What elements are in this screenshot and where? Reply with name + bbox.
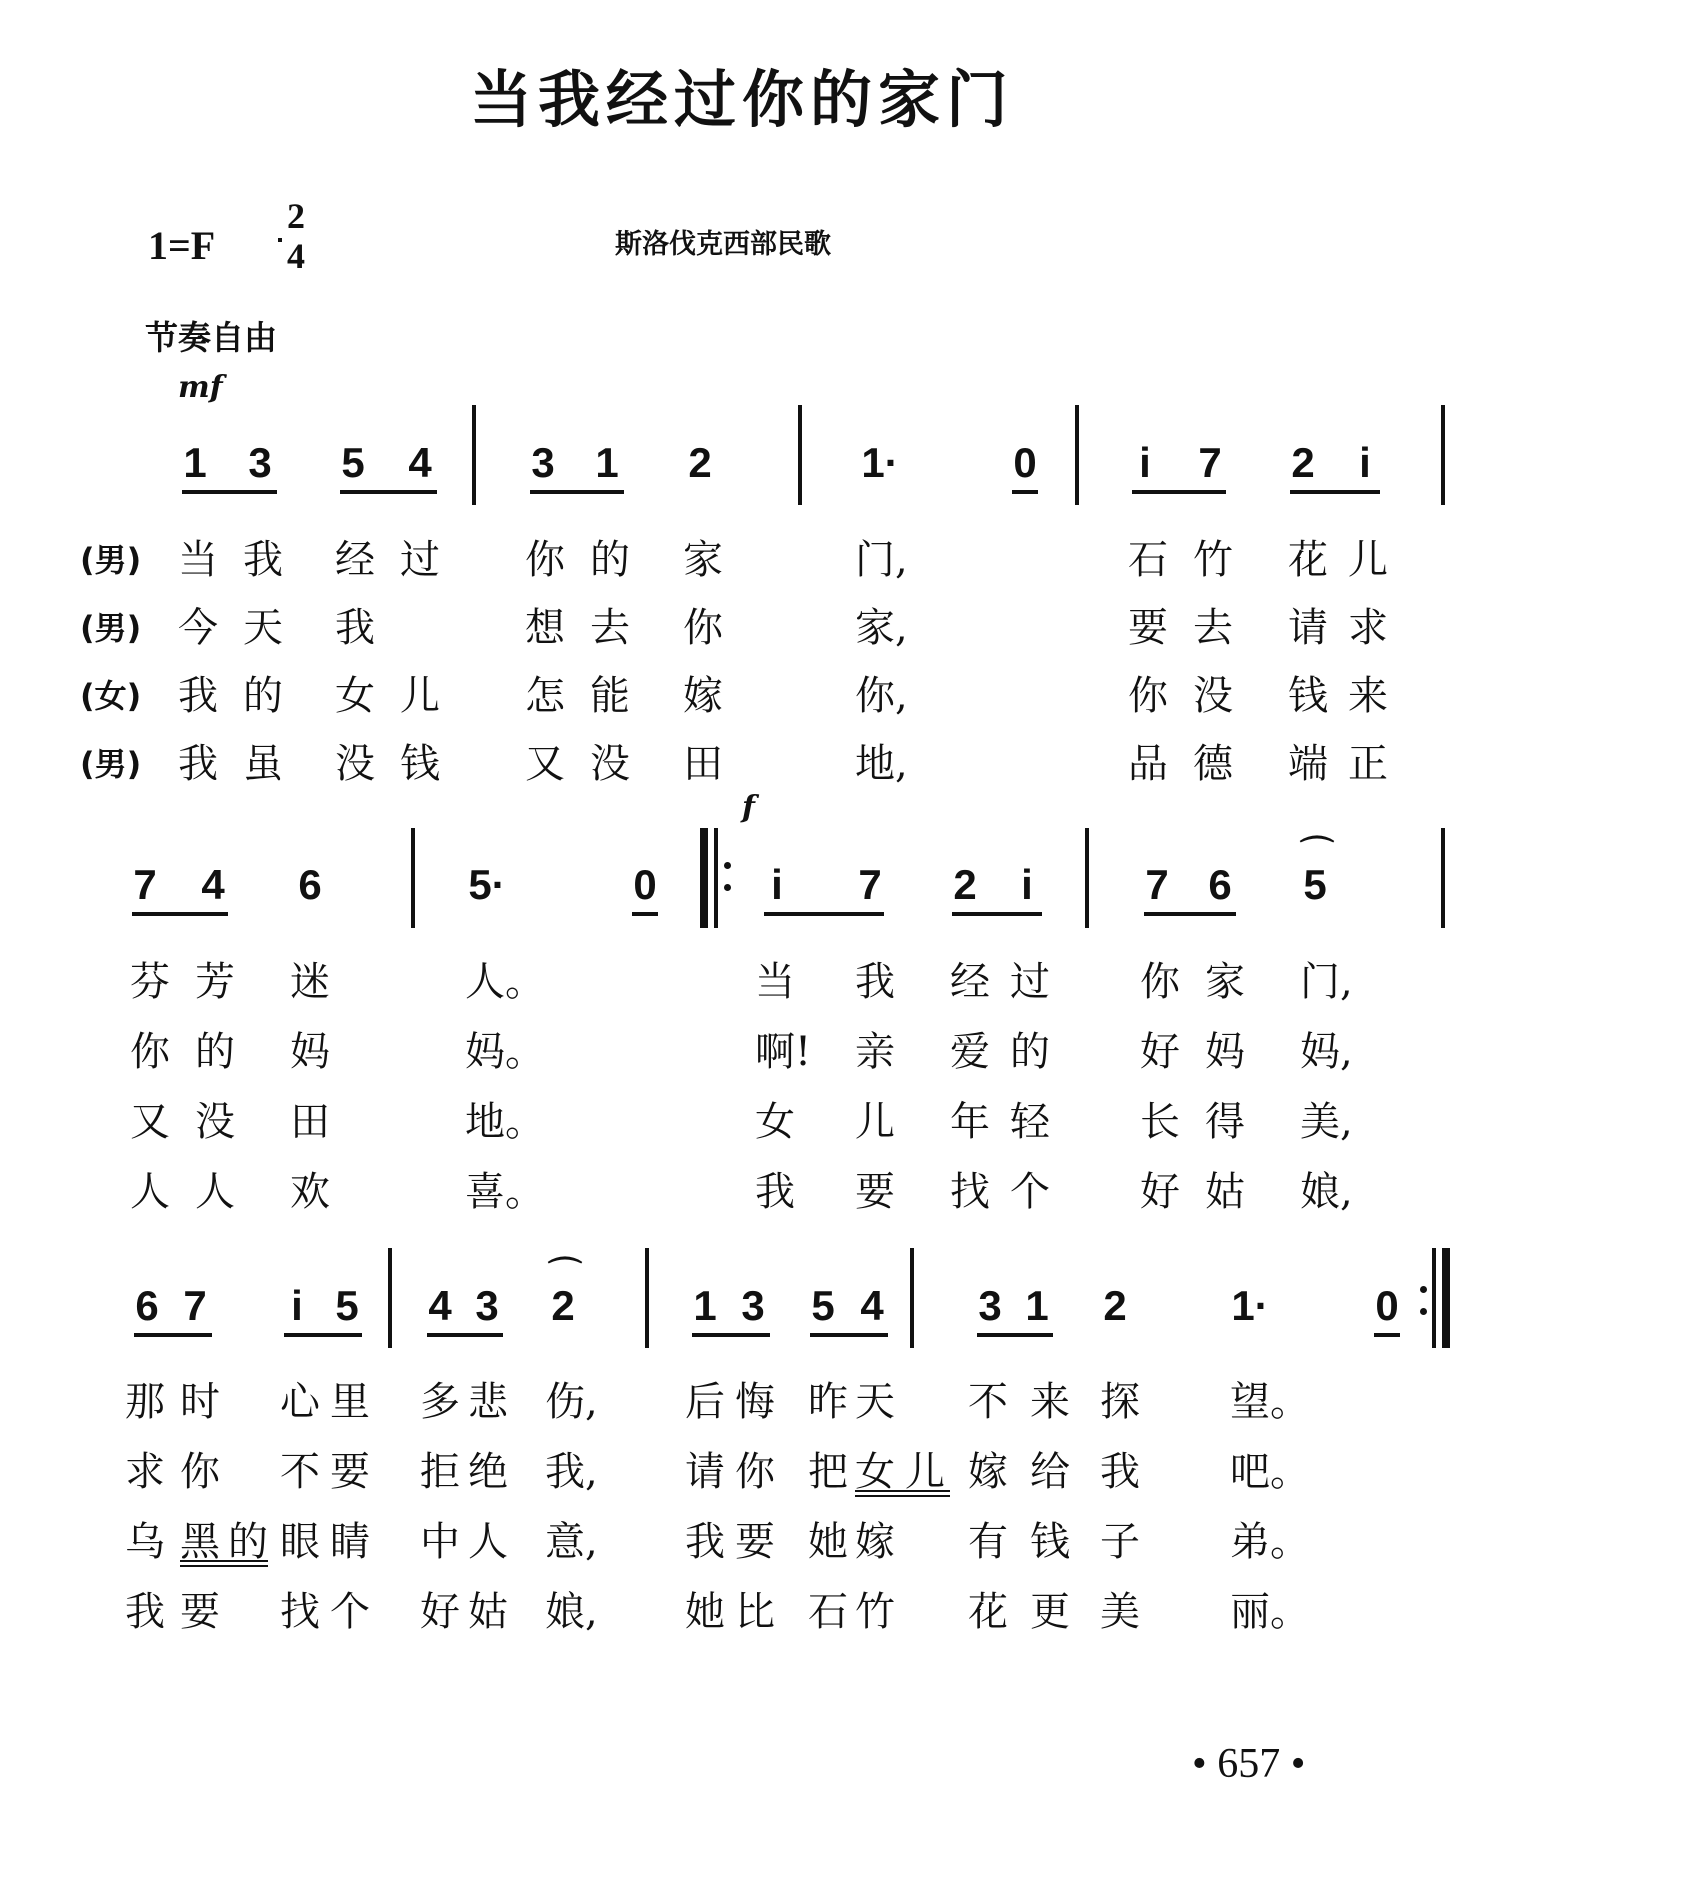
lyric-syllable: 乌 — [125, 1519, 165, 1565]
note: 2 — [1103, 1282, 1127, 1329]
lyric-syllable: 绝 — [468, 1449, 508, 1495]
note: 1· — [1231, 1282, 1269, 1329]
lyric-syllable: 家 — [1205, 959, 1245, 1005]
beam — [134, 1333, 212, 1337]
lyric-syllable: 悲 — [468, 1379, 508, 1425]
note: 3 — [978, 1282, 1002, 1329]
lyric-syllable: 有 — [968, 1519, 1008, 1565]
lyric-syllable: 好 — [1140, 1029, 1180, 1075]
note: 6 — [298, 861, 322, 908]
lyric-syllable: 经 — [950, 959, 990, 1005]
slur-underline — [180, 1560, 268, 1562]
lyric-syllable: 当 — [755, 959, 795, 1005]
note: 5 — [341, 439, 365, 486]
repeat-dot — [724, 862, 731, 869]
beam — [952, 912, 1042, 916]
lyric-syllable: 家, — [855, 605, 908, 651]
lyric-syllable: 女 — [755, 1099, 795, 1145]
lyric-syllable: 我 — [1100, 1449, 1140, 1495]
note: 7 — [858, 861, 882, 908]
lyric-syllable: 钱 — [1288, 673, 1328, 719]
repeat-dot — [1420, 1308, 1427, 1315]
barline — [411, 828, 415, 928]
lyric-syllable: 要 — [855, 1169, 895, 1215]
lyric-syllable: 我, — [545, 1449, 598, 1495]
lyric-syllable: 石 — [808, 1589, 848, 1635]
lyric-syllable: 人 — [468, 1519, 508, 1565]
dynamic-mf: mf — [178, 370, 223, 405]
repeat-end-thick — [1442, 1248, 1450, 1348]
lyric-syllable: 我 — [855, 959, 895, 1005]
lyric-syllable: 儿 — [400, 673, 440, 719]
singer-label: (女) — [80, 677, 142, 715]
lyric-syllable: 的 — [195, 1029, 235, 1075]
lyric-syllable: 地。 — [465, 1099, 545, 1145]
beam — [977, 1333, 1053, 1337]
beam — [132, 912, 228, 916]
note: 7 — [133, 861, 157, 908]
lyric-syllable: 女 — [855, 1449, 895, 1495]
beam — [284, 1333, 362, 1337]
beam — [810, 1333, 888, 1337]
lyric-syllable: 想 — [525, 605, 565, 651]
beam — [1132, 490, 1226, 494]
lyric-syllable: 田 — [683, 741, 723, 787]
lyric-syllable: 把 — [808, 1449, 848, 1495]
lyric-syllable: 心 — [280, 1379, 320, 1425]
lyric-syllable: 钱 — [400, 741, 440, 787]
lyric-syllable: 没 — [335, 741, 375, 787]
note: i — [771, 861, 783, 908]
lyric-syllable: 妈 — [1205, 1029, 1245, 1075]
lyric-syllable: 要 — [1128, 605, 1168, 651]
note: 6 — [1208, 861, 1232, 908]
note: 0 — [633, 861, 657, 908]
beam — [340, 490, 437, 494]
lyric-syllable: 啊! — [755, 1029, 812, 1075]
lyric-syllable: 她 — [808, 1519, 848, 1565]
lyric-syllable: 求 — [125, 1449, 165, 1495]
lyric-syllable: 请 — [1288, 605, 1328, 651]
lyric-syllable: 没 — [195, 1099, 235, 1145]
lyric-syllable: 个 — [1010, 1169, 1050, 1215]
lyric-syllable: 睛 — [330, 1519, 370, 1565]
lyric-syllable: 嫁 — [968, 1449, 1008, 1495]
lyric-syllable: 嫁 — [855, 1519, 895, 1565]
key-signature: 1=F — [148, 223, 216, 268]
lyric-syllable: 我 — [178, 741, 218, 787]
lyric-syllable: 儿 — [855, 1099, 895, 1145]
lyric-syllable: 石 — [1128, 537, 1168, 583]
lyric-syllable: 要 — [735, 1519, 775, 1565]
lyric-syllable: 后 — [685, 1379, 725, 1425]
lyric-syllable: 给 — [1030, 1449, 1070, 1495]
barline — [472, 405, 476, 505]
lyric-syllable: 能 — [590, 673, 630, 719]
lyric-syllable: 田 — [290, 1099, 330, 1145]
lyric-syllable: 的 — [228, 1519, 268, 1565]
lyric-syllable: 今 — [178, 605, 218, 651]
beam — [692, 1333, 770, 1337]
note: 1 — [183, 439, 207, 486]
note: 5 — [1303, 861, 1327, 908]
lyric-syllable: 弟。 — [1230, 1519, 1310, 1565]
note: 4 — [201, 861, 225, 908]
lyric-syllable: 拒 — [420, 1449, 460, 1495]
lyric-syllable: 芳 — [195, 959, 235, 1005]
note: 3 — [248, 439, 272, 486]
lyric-syllable: 要 — [330, 1449, 370, 1495]
lyric-syllable: 望。 — [1230, 1379, 1310, 1425]
slur-underline — [855, 1490, 950, 1492]
lyric-syllable: 我 — [755, 1169, 795, 1215]
lyric-syllable: 找 — [280, 1589, 320, 1635]
note: 6 — [135, 1282, 159, 1329]
singer-label: (男) — [80, 609, 142, 647]
beam — [1290, 490, 1380, 494]
lyric-syllable: 不 — [280, 1449, 320, 1495]
lyric-syllable: 你 — [1128, 673, 1168, 719]
beam — [1012, 490, 1038, 494]
lyric-syllable: 的 — [243, 673, 283, 719]
barline — [910, 1248, 914, 1348]
note: 2 — [551, 1282, 575, 1329]
repeat-end-thin — [1432, 1248, 1436, 1348]
song-source: 斯洛伐克西部民歌 — [615, 229, 831, 260]
lyric-syllable: 黑 — [180, 1519, 220, 1565]
lyric-syllable: 探 — [1100, 1379, 1140, 1425]
lyric-syllable: 好 — [420, 1589, 460, 1635]
lyric-syllable: 过 — [1010, 959, 1050, 1005]
lyric-syllable: 中 — [420, 1519, 460, 1565]
lyric-syllable: 天 — [855, 1379, 895, 1425]
note: 7 — [1198, 439, 1222, 486]
note: 4 — [860, 1282, 884, 1329]
lyric-syllable: 没 — [1193, 673, 1233, 719]
beam — [1144, 912, 1236, 916]
repeat-start-thin — [714, 828, 718, 928]
lyric-syllable: 妈。 — [465, 1029, 545, 1075]
lyric-syllable: 姑 — [468, 1589, 508, 1635]
note: 5 — [811, 1282, 835, 1329]
time-signature — [278, 196, 314, 276]
lyric-syllable: 家 — [683, 537, 723, 583]
barline — [388, 1248, 392, 1348]
lyric-syllable: 钱 — [1030, 1519, 1070, 1565]
beam — [427, 1333, 503, 1337]
lyric-syllable: 妈, — [1300, 1029, 1353, 1075]
repeat-dot — [724, 884, 731, 891]
note: i — [1359, 439, 1371, 486]
lyric-syllable: 亲 — [855, 1029, 895, 1075]
time-divider — [278, 238, 282, 242]
lyric-syllable: 伤, — [545, 1379, 598, 1425]
lyric-syllable: 妈 — [290, 1029, 330, 1075]
lyric-syllable: 那 — [125, 1379, 165, 1425]
lyric-syllable: 得 — [1205, 1099, 1245, 1145]
page-number: • 657 • — [1192, 1741, 1306, 1787]
lyric-syllable: 来 — [1348, 673, 1388, 719]
lyric-syllable: 人。 — [465, 959, 545, 1005]
lyric-syllable: 嫁 — [683, 673, 723, 719]
note: 3 — [475, 1282, 499, 1329]
lyric-syllable: 美 — [1100, 1589, 1140, 1635]
lyric-syllable: 比 — [735, 1589, 775, 1635]
lyric-syllable: 去 — [590, 605, 630, 651]
lyric-syllable: 芬 — [130, 959, 170, 1005]
lyric-syllable: 德 — [1193, 741, 1233, 787]
lyric-syllable: 我 — [243, 537, 283, 583]
note: 3 — [741, 1282, 765, 1329]
barline — [1441, 405, 1445, 505]
lyric-syllable: 我 — [685, 1519, 725, 1565]
lyric-syllable: 花 — [968, 1589, 1008, 1635]
lyric-syllable: 的 — [1010, 1029, 1050, 1075]
lyric-syllable: 天 — [243, 605, 283, 651]
beam — [764, 912, 884, 916]
lyric-syllable: 去 — [1193, 605, 1233, 651]
slur-underline — [180, 1565, 268, 1567]
note: 1 — [693, 1282, 717, 1329]
lyric-syllable: 年 — [950, 1099, 990, 1145]
beam — [530, 490, 624, 494]
lyric-syllable: 你 — [525, 537, 565, 583]
lyric-syllable: 更 — [1030, 1589, 1070, 1635]
lyric-syllable: 长 — [1140, 1099, 1180, 1145]
lyric-syllable: 经 — [335, 537, 375, 583]
lyric-syllable: 又 — [525, 741, 565, 787]
fermata-icon: ⌒ — [548, 1255, 582, 1295]
lyric-syllable: 儿 — [1348, 537, 1388, 583]
lyric-syllable: 丽。 — [1230, 1589, 1310, 1635]
lyric-syllable: 虽 — [243, 741, 283, 787]
slur-underline — [855, 1495, 950, 1497]
lyric-syllable: 我 — [178, 673, 218, 719]
lyric-syllable: 没 — [590, 741, 630, 787]
lyric-syllable: 昨 — [808, 1379, 848, 1425]
note: 2 — [1291, 439, 1315, 486]
time-denominator: 4 — [287, 236, 305, 276]
lyric-syllable: 姑 — [1205, 1169, 1245, 1215]
note: 1· — [861, 439, 899, 486]
barline — [1085, 828, 1089, 928]
lyric-syllable: 个 — [330, 1589, 370, 1635]
note: 5· — [468, 861, 506, 908]
lyric-syllable: 花 — [1288, 537, 1328, 583]
singer-label: (男) — [80, 745, 142, 783]
lyric-syllable: 端 — [1288, 741, 1328, 787]
beam — [632, 912, 658, 916]
lyric-syllable: 你 — [180, 1449, 220, 1495]
lyric-syllable: 人 — [130, 1169, 170, 1215]
lyric-syllable: 娘, — [545, 1589, 598, 1635]
note: 2 — [688, 439, 712, 486]
lyric-syllable: 门, — [855, 537, 908, 583]
lyric-syllable: 悔 — [735, 1379, 775, 1425]
lyric-syllable: 我 — [125, 1589, 165, 1635]
note: 4 — [408, 439, 432, 486]
lyric-syllable: 娘, — [1300, 1169, 1353, 1215]
note: 5 — [335, 1282, 359, 1329]
lyric-syllable: 里 — [330, 1379, 370, 1425]
barline — [1441, 828, 1445, 928]
lyric-syllable: 眼 — [280, 1519, 320, 1565]
beam — [182, 490, 277, 494]
song-title: 当我经过你的家门 — [470, 63, 1015, 136]
lyric-syllable: 请 — [685, 1449, 725, 1495]
lyric-syllable: 轻 — [1010, 1099, 1050, 1145]
note: 7 — [183, 1282, 207, 1329]
note: i — [1139, 439, 1151, 486]
note: 1 — [595, 439, 619, 486]
lyric-syllable: 时 — [180, 1379, 220, 1425]
lyric-syllable: 求 — [1348, 605, 1388, 651]
lyric-syllable: 意, — [545, 1519, 598, 1565]
lyric-syllable: 女 — [335, 673, 375, 719]
repeat-dot — [1420, 1286, 1427, 1293]
lyric-syllable: 怎 — [525, 673, 565, 719]
lyric-syllable: 过 — [400, 537, 440, 583]
lyric-syllable: 迷 — [290, 959, 330, 1005]
lyric-syllable: 爱 — [950, 1029, 990, 1075]
lyric-syllable: 门, — [1300, 959, 1353, 1005]
note: i — [1021, 861, 1033, 908]
lyric-syllable: 你 — [735, 1449, 775, 1495]
lyric-syllable: 美, — [1300, 1099, 1353, 1145]
note: 0 — [1013, 439, 1037, 486]
dynamic-f: f — [742, 790, 755, 825]
time-numerator: 2 — [287, 196, 305, 236]
note: 4 — [428, 1282, 452, 1329]
lyric-syllable: 你 — [1140, 959, 1180, 1005]
note: 1 — [1025, 1282, 1049, 1329]
note: i — [291, 1282, 303, 1329]
lyric-syllable: 又 — [130, 1099, 170, 1145]
lyric-syllable: 她 — [685, 1589, 725, 1635]
lyric-syllable: 我 — [335, 605, 375, 651]
lyric-syllable: 喜。 — [465, 1169, 545, 1215]
lyric-syllable: 竹 — [855, 1589, 895, 1635]
repeat-start-thick — [700, 828, 708, 928]
note: 7 — [1145, 861, 1169, 908]
lyric-syllable: 不 — [968, 1379, 1008, 1425]
lyric-syllable: 好 — [1140, 1169, 1180, 1215]
lyric-syllable: 欢 — [290, 1169, 330, 1215]
lyric-syllable: 儿 — [905, 1449, 945, 1495]
note: 2 — [953, 861, 977, 908]
singer-label: (男) — [80, 541, 142, 579]
lyric-syllable: 要 — [180, 1589, 220, 1635]
barline — [1075, 405, 1079, 505]
barline — [645, 1248, 649, 1348]
lyric-syllable: 地, — [855, 741, 908, 787]
lyric-syllable: 人 — [195, 1169, 235, 1215]
note: 3 — [531, 439, 555, 486]
lyric-syllable: 来 — [1030, 1379, 1070, 1425]
note: 0 — [1375, 1282, 1399, 1329]
lyric-syllable: 吧。 — [1230, 1449, 1310, 1495]
lyric-syllable: 你 — [130, 1029, 170, 1075]
lyric-syllable: 的 — [590, 537, 630, 583]
lyric-syllable: 当 — [178, 537, 218, 583]
lyric-syllable: 子 — [1100, 1519, 1140, 1565]
lyric-syllable: 品 — [1128, 741, 1168, 787]
tempo-marking: 节奏自由 — [145, 318, 277, 357]
lyric-syllable: 多 — [420, 1379, 460, 1425]
lyric-syllable: 你, — [855, 673, 908, 719]
lyric-syllable: 竹 — [1193, 537, 1233, 583]
barline — [798, 405, 802, 505]
lyric-syllable: 你 — [683, 605, 723, 651]
lyric-syllable: 找 — [950, 1169, 990, 1215]
beam — [1374, 1333, 1400, 1337]
fermata-icon: ⌒ — [1300, 834, 1334, 874]
lyric-syllable: 正 — [1348, 741, 1388, 787]
